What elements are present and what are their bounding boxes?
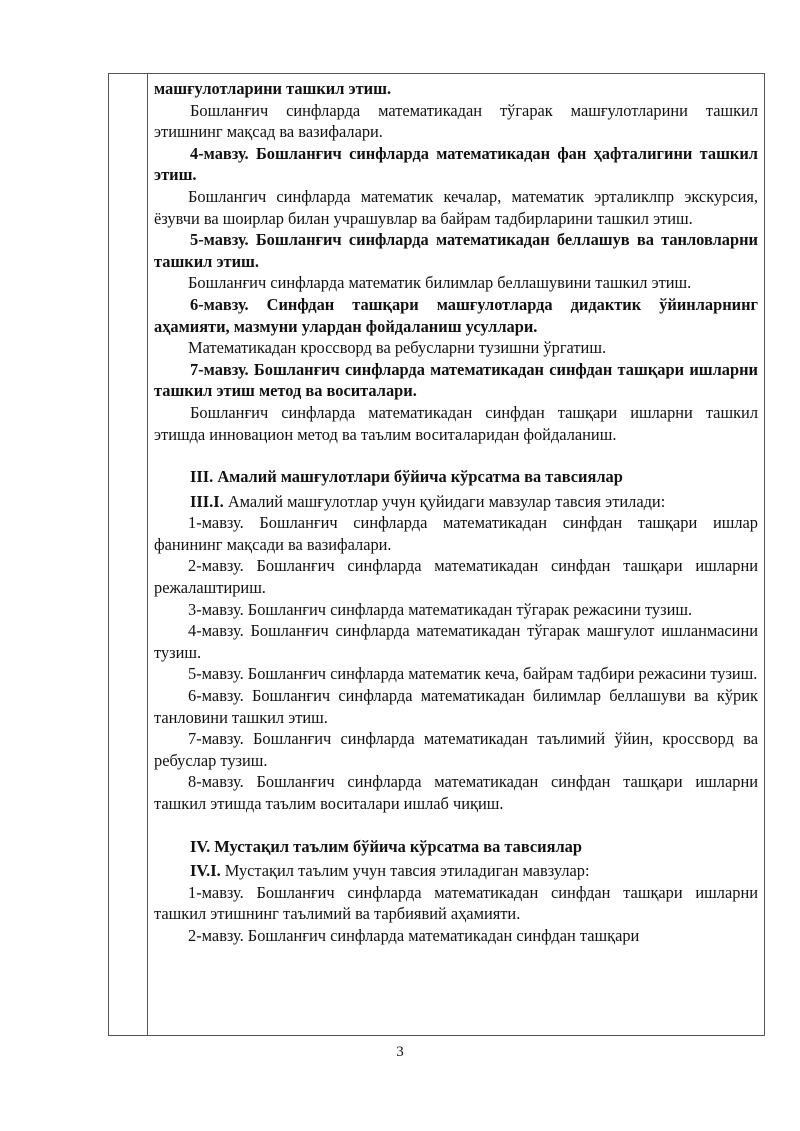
topic-heading: 4-мавзу. Бошланғич синфларда математикадан фан ҳафталигини ташкил этиш. xyxy=(154,143,758,185)
table-narrow-column xyxy=(109,74,148,1035)
list-item: 4-мавзу. Бошланғич синфларда математикадан тўгарак машғулот ишланмасини тузиш. xyxy=(154,621,758,662)
section-intro-label: III.I. xyxy=(190,491,224,511)
list-item: 5-мавзу. Бошланғич синфларда математик кеча, байрам тадбири режасини тузиш. xyxy=(188,664,758,684)
content-table xyxy=(108,73,765,1036)
table-content-cell xyxy=(154,78,758,947)
paragraph: Бошлангич синфларда математик кечалар, математик эрталиклпр экскурсия, ёзувчи ва шоирлар билан учрашувлар ва байрам тадбирларини ташкил этиш. xyxy=(154,186,758,228)
section-intro-label: IV.I. xyxy=(190,861,221,881)
list-item: 3-мавзу. Бошланғич синфларда математикадан тўгарак режасини тузиш. xyxy=(188,599,693,619)
paragraph: Математикадан кроссворд ва ребусларни тузишни ўргатиш. xyxy=(188,338,607,358)
section-intro xyxy=(154,491,758,513)
page-number: 3 xyxy=(396,1044,404,1060)
section-intro xyxy=(154,860,758,882)
section-heading: III. Амалий машғулотлари бўйича кўрсатма ва тавсиялар xyxy=(190,467,623,487)
section-heading: IV. Мустақил таълим бўйича кўрсатма ва тавсиялар xyxy=(190,836,582,856)
list-item: 1-мавзу. Бошланғич синфларда математикадан синфдан ташқари ишларни ташкил этишнинг таълимий ва тарбиявий аҳамияти. xyxy=(154,882,758,924)
paragraph: Бошланғич синфларда математик билимлар беллашувини ташкил этиш. xyxy=(188,273,692,293)
paragraph: Бошланғич синфларда математикадан синфдан ташқари ишларни ташкил этишда инновацион метод ва таълим воситаларидан фойдаланиш. xyxy=(154,402,758,444)
paragraph: машғулотларини ташкил этиш. xyxy=(154,79,392,98)
topic-heading: 5-мавзу. Бошланғич синфларда математикадан беллашув ва танловларни ташкил этиш. xyxy=(154,230,758,271)
list-item: 2-мавзу. Бошланғич синфларда математикадан синфдан ташқари xyxy=(188,925,640,945)
topic-heading: 6-мавзу. Синфдан ташқари машғулотларда дидактик ўйинларнинг аҳамияти, мазмуни улардан фойдаланиш усуллари. xyxy=(154,294,758,336)
topic-heading: 7-мавзу. Бошланғич синфларда математикадан синфдан ташқари ишларни ташкил этиш метод ва воситалари. xyxy=(154,359,758,401)
paragraph: Бошланғич синфларда математикадан тўгарак машғулотларини ташкил этишнинг мақсад ва вазифалари. xyxy=(154,100,758,142)
list-item: 8-мавзу. Бошланғич синфларда математикадан синфдан ташқари ишларни ташкил этишда таълим воситалари ишлаб чиқиш. xyxy=(154,772,758,813)
section-intro-text: Мустақил таълим учун тавсия этиладиган мавзулар: xyxy=(220,861,590,881)
list-item: 7-мавзу. Бошланғич синфларда математикадан таълимий ўйин, кроссворд ва ребуслар тузиш. xyxy=(154,729,758,770)
list-item: 2-мавзу. Бошланғич синфларда математикадан синфдан ташқари ишларни режалаштириш. xyxy=(154,556,758,598)
list-item: 6-мавзу. Бошланғич синфларда математикадан билимлар беллашуви ва кўрик танловини ташкил этиш. xyxy=(154,686,758,727)
section-intro-text: Амалий машғулотлар учун қуйидаги мавзулар тавсия этилади: xyxy=(223,491,666,511)
list-item: 1-мавзу. Бошланғич синфларда математикадан синфдан ташқари ишлар фанининг мақсади ва вазифалари. xyxy=(154,513,758,554)
